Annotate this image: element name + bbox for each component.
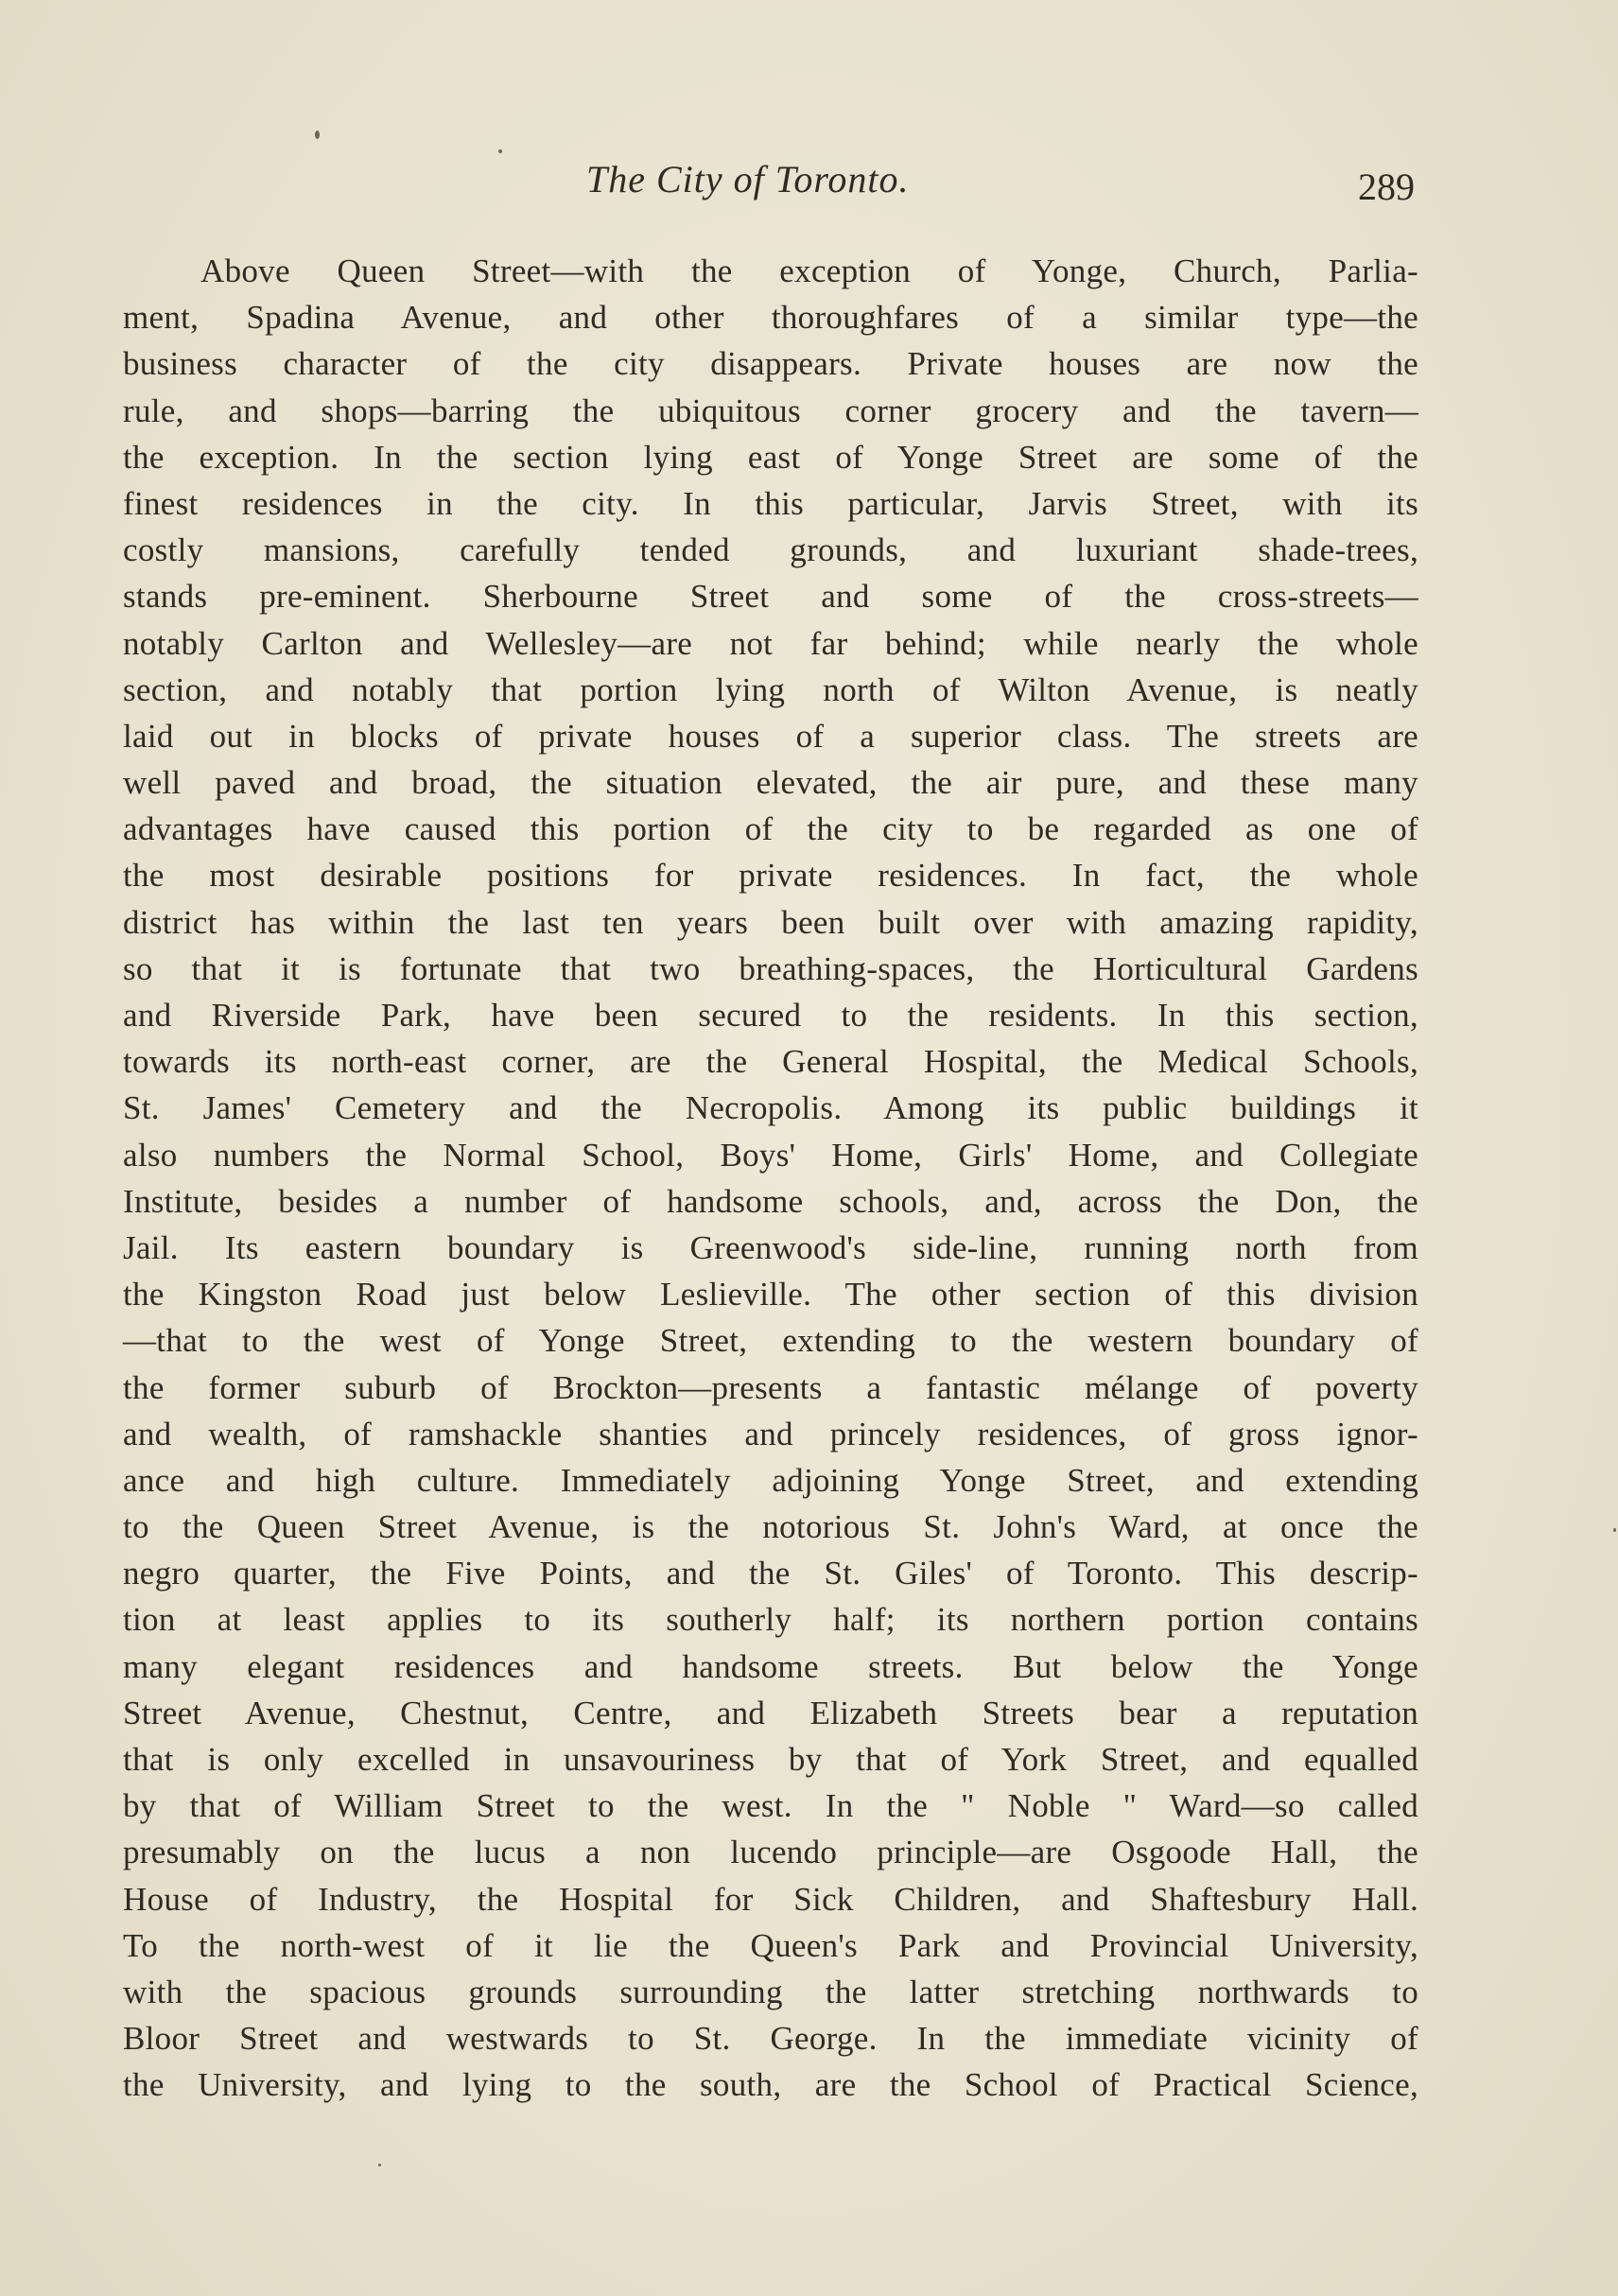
text-line: presumably on the lucus a non lucendo principle—are Osgoode Hall, the xyxy=(123,1834,1418,1871)
text-line: business character of the city disappears. Private houses are now the xyxy=(123,345,1418,383)
text-line: also numbers the Normal School, Boys' Home, Girls' Home, and Collegiate xyxy=(123,1136,1418,1174)
text-line: ance and high culture. Immediately adjoining Yonge Street, and extending xyxy=(123,1461,1418,1499)
text-line: Bloor Street and westwards to St. George. In the immediate vicinity of xyxy=(123,2020,1418,2058)
text-line: by that of William Street to the west. In the " Noble " Ward—so called xyxy=(123,1787,1418,1825)
text-line: the former suburb of Brockton—presents a fantastic mélange of poverty xyxy=(123,1368,1418,1406)
text-line: the University, and lying to the south, are the School of Practical Science, xyxy=(123,2066,1418,2104)
text-line: House of Industry, the Hospital for Sick Children, and Shaftesbury Hall. xyxy=(123,1880,1418,1918)
text-line: finest residences in the city. In this particular, Jarvis Street, with its xyxy=(123,484,1418,522)
text-line: and wealth, of ramshackle shanties and princely residences, of gross ignor- xyxy=(123,1415,1418,1452)
text-line: notably Carlton and Wellesley—are not far behind; while nearly the whole xyxy=(123,624,1418,662)
text-line: to the Queen Street Avenue, is the notorious St. John's Ward, at once the xyxy=(123,1508,1418,1546)
text-line: the most desirable positions for private residences. In fact, the whole xyxy=(123,857,1418,895)
text-line: many elegant residences and handsome streets. But below the Yonge xyxy=(123,1647,1418,1685)
page-number: 289 xyxy=(1358,165,1415,208)
text-line: —that to the west of Yonge Street, extending to the western boundary of xyxy=(123,1322,1418,1360)
text-line: negro quarter, the Five Points, and the St. Giles' of Toronto. This descrip- xyxy=(123,1555,1418,1592)
text-line: that is only excelled in unsavouriness by that of York Street, and equalled xyxy=(123,1741,1418,1778)
ink-speck xyxy=(315,130,320,139)
text-line: St. James' Cemetery and the Necropolis. Among its public buildings it xyxy=(123,1089,1418,1127)
text-line: so that it is fortunate that two breathing-spaces, the Horticultural Gardens xyxy=(123,949,1418,987)
text-line: To the north-west of it lie the Queen's Park and Provincial University, xyxy=(123,1926,1418,1964)
text-line: district has within the last ten years been built over with amazing rapidity, xyxy=(123,903,1418,941)
text-line: Above Queen Street—with the exception of Yonge, Church, Parlia- xyxy=(200,252,1418,289)
text-line: laid out in blocks of private houses of a superior class. The streets are xyxy=(123,717,1418,755)
text-line: advantages have caused this portion of the city to be regarded as one of xyxy=(123,810,1418,848)
text-line: costly mansions, carefully tended grounds, and luxuriant shade-trees, xyxy=(123,531,1418,569)
text-line: the Kingston Road just below Leslieville. The other section of this division xyxy=(123,1276,1418,1313)
running-head xyxy=(0,151,1618,208)
text-line: and Riverside Park, have been secured to the residents. In this section, xyxy=(123,997,1418,1034)
text-line: well paved and broad, the situation elevated, the air pure, and these many xyxy=(123,764,1418,802)
text-line: the exception. In the section lying east of Yonge Street are some of the xyxy=(123,438,1418,476)
text-line: Street Avenue, Chestnut, Centre, and Elizabeth Streets bear a reputation xyxy=(123,1694,1418,1731)
text-line: stands pre-eminent. Sherbourne Street and some of the cross-streets— xyxy=(123,578,1418,616)
text-line: towards its north-east corner, are the General Hospital, the Medical Schools, xyxy=(123,1043,1418,1081)
text-line: section, and notably that portion lying north of Wilton Avenue, is neatly xyxy=(123,670,1418,708)
text-line: tion at least applies to its southerly half; its northern portion contains xyxy=(123,1601,1418,1639)
text-line: ment, Spadina Avenue, and other thoroughfares of a similar type—the xyxy=(123,299,1418,337)
text-line: rule, and shops—barring the ubiquitous corner grocery and the tavern— xyxy=(123,391,1418,429)
text-line: Jail. Its eastern boundary is Greenwood's side-line, running north from xyxy=(123,1228,1418,1266)
text-line: Institute, besides a number of handsome schools, and, across the Don, the xyxy=(123,1182,1418,1220)
ink-speck xyxy=(1613,1528,1616,1532)
text-line: with the spacious grounds surrounding the latter stretching northwards to xyxy=(123,1973,1418,2010)
ink-speck xyxy=(378,2164,381,2166)
running-title: The City of Toronto. xyxy=(586,158,910,200)
body-paragraph xyxy=(123,248,1418,2109)
